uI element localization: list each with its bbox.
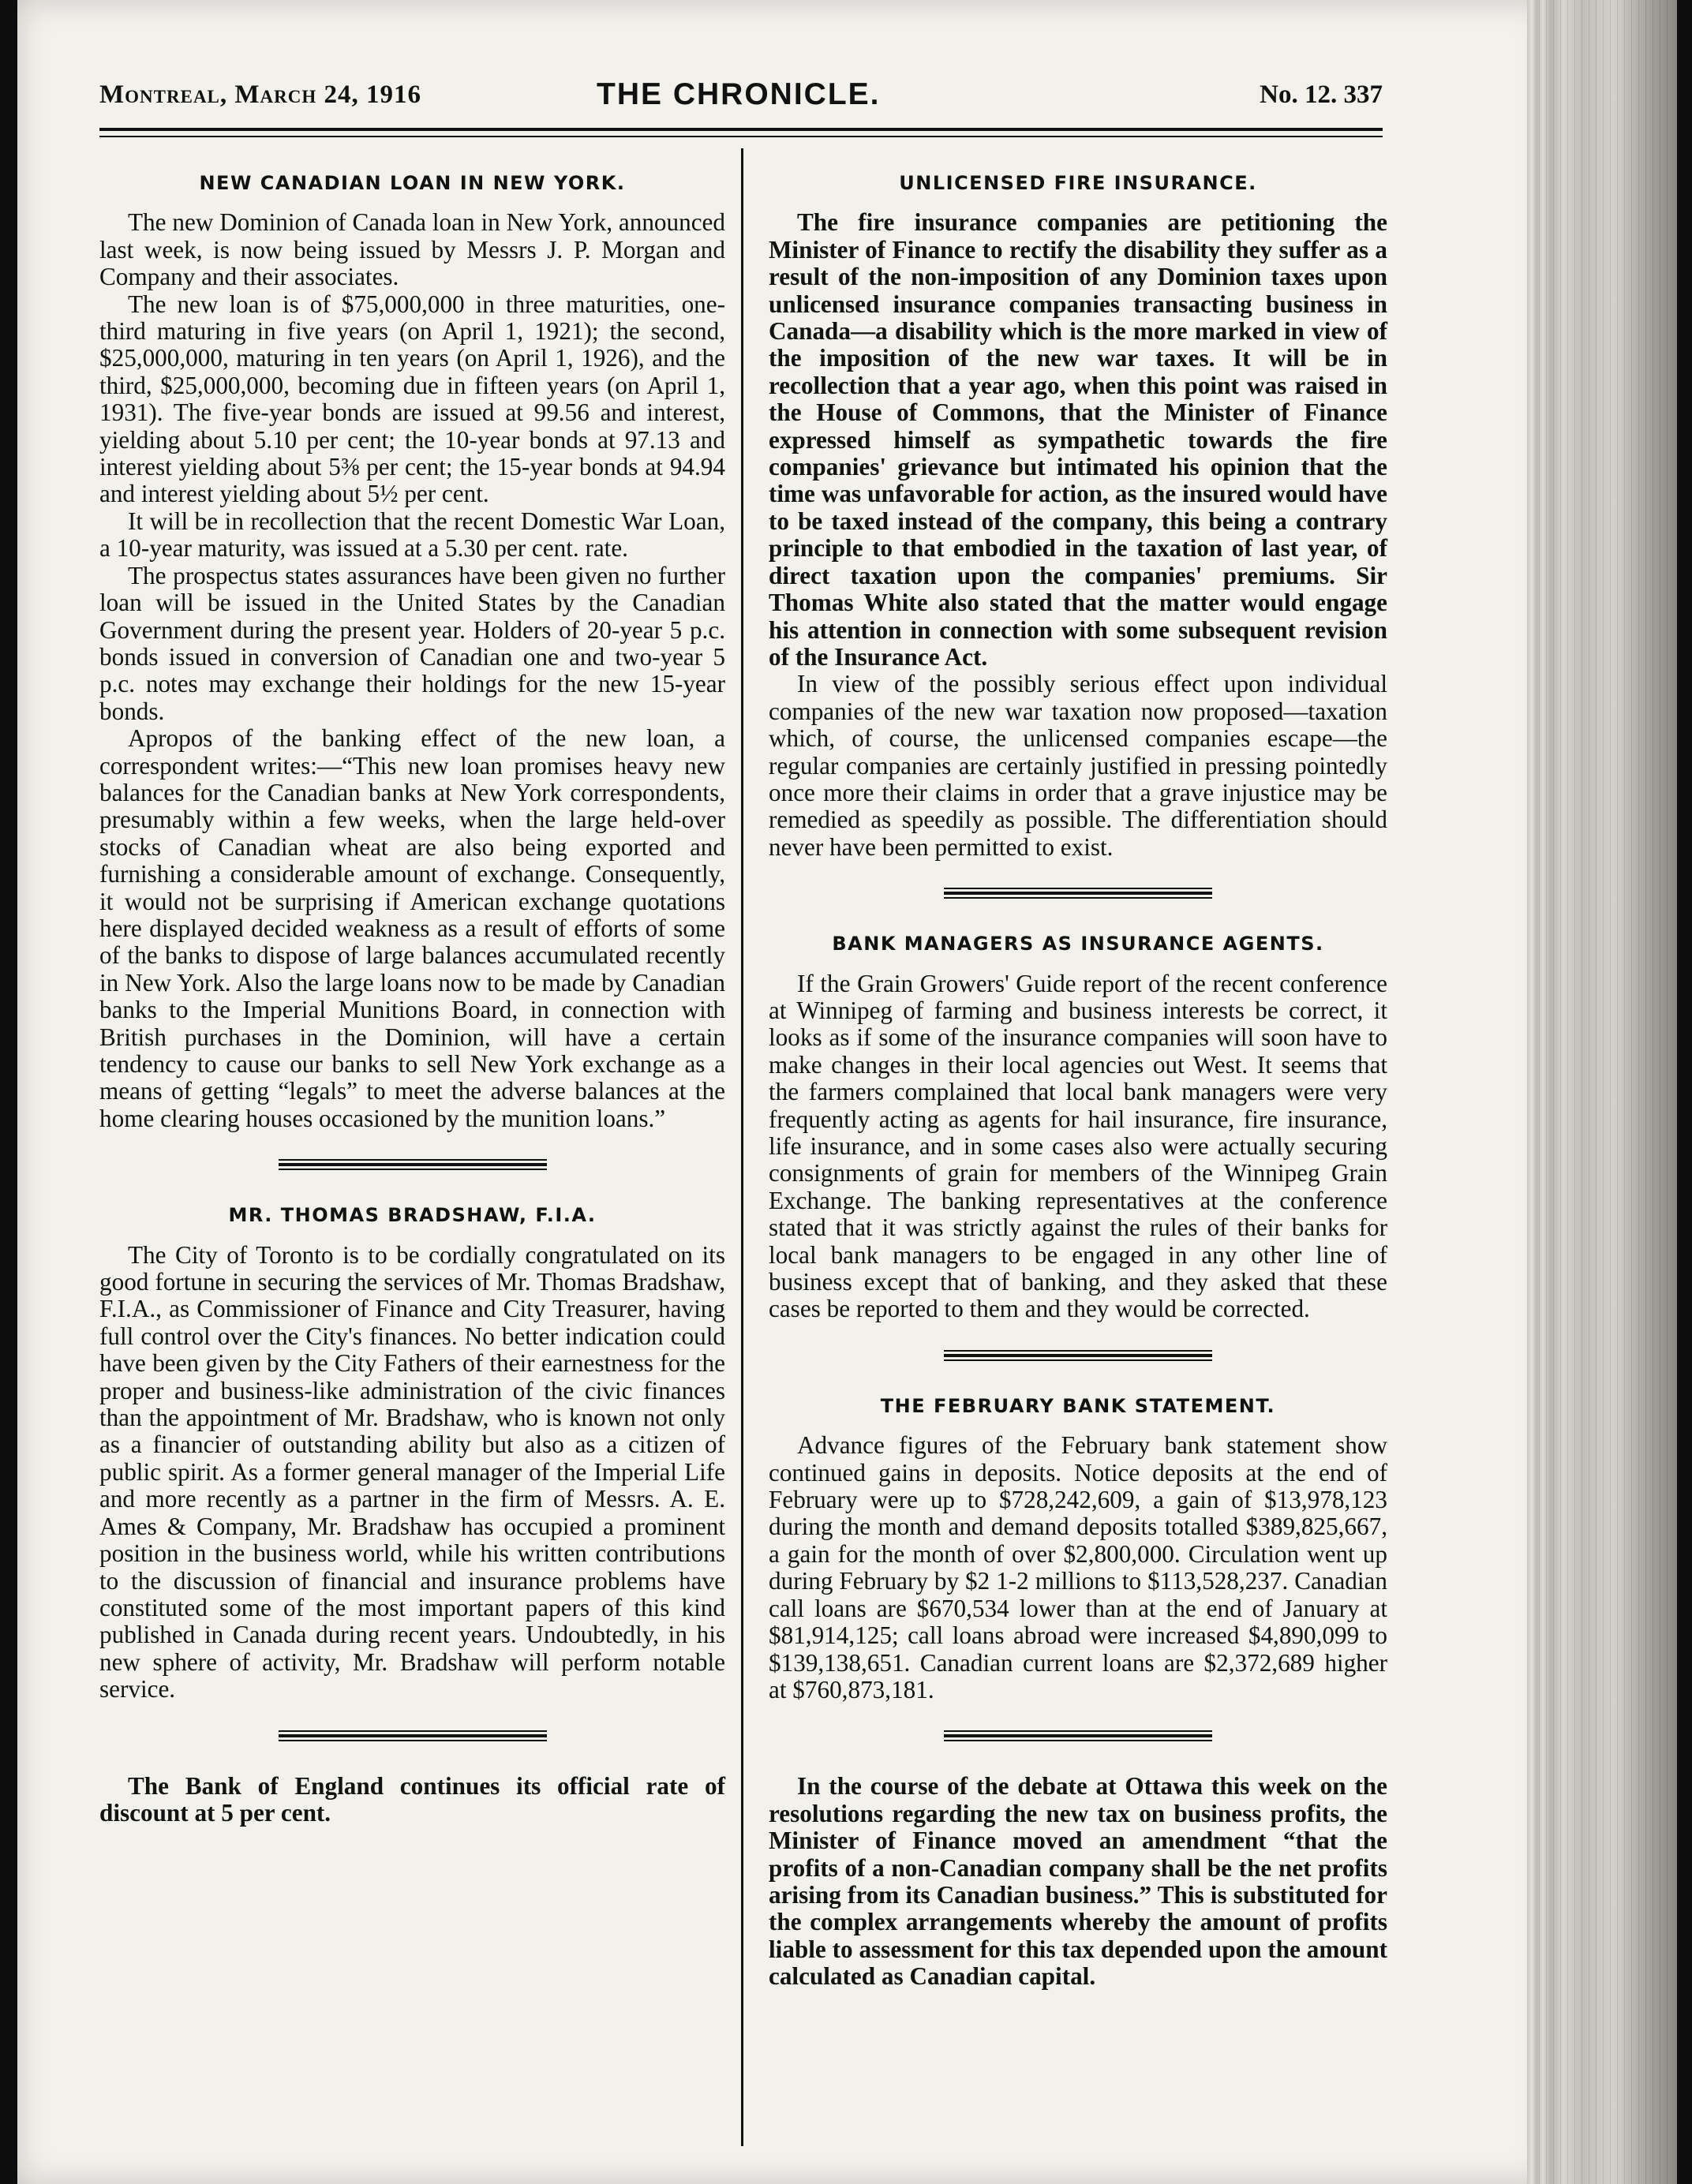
article-paragraph: In view of the possibly serious effect upon individual companies of the new war taxation now proposed—taxation which, of course, the unlicensed companies escape—the regular companies are certainly justified in pressing pointedly once more their claims in order that a grave injustice may be remedied as speedily as possible. The differentiation should never have been permitted to exist. [769, 670, 1387, 861]
article-paragraph: The fire insurance companies are petitioning the Minister of Finance to rectify the disability they suffer as a result of the non-imposition of any Dominion taxes upon unlicensed insurance companies transacting business in Canada—a disability which is the more marked in view of the imposition of the new war taxes. It will be in recollection that a year ago, when this point was raised in the House of Commons, that the Minister of Finance expressed himself as sympathetic towards the fire companies' grievance but intimated his opinion that the time was unfavorable for action, as the insured would have to be taxed instead of the company, this being a contrary principle to that embodied in the taxation of last year, of direct taxation upon the companies' premiums. Sir Thomas White also stated that the matter would engage his attention in connection with some subsequent revision of the Insurance Act. [769, 208, 1387, 671]
article-paragraph: Apropos of the banking effect of the new loan, a correspondent writes:—“This new loan promises heavy new balances for the Canadian banks at New York correspondents, presumably within a few weeks, when the large held-over stocks of Canadian wheat are also being exported and furnishing a considerable amount of exchange. Consequently, it would not be surprising if American exchange quotations here displayed decided weakness as a result of efforts of some of the banks to dispose of large balances accumulated recently in New York. Also the large loans now to be made by Canadian banks to the Imperial Munitions Board, in connection with British purchases in the Dominion, will have a certain tendency to cause our banks to sell New York exchange as a means of getting “legals” to meet the adverse balances at the home clearing houses occasioned by the munition loans.” [99, 724, 725, 1132]
section-separator [944, 1730, 1212, 1741]
bank-of-england-note: The Bank of England continues its official rate of discount at 5 per cent. [99, 1771, 725, 1827]
section-separator [279, 1730, 547, 1741]
page-header [99, 77, 1383, 128]
article-paragraph: If the Grain Growers' Guide report of the recent conference at Winnipeg of farming and business interests be correct, it looks as if some of the insurance companies will soon have to make changes in their local agencies out West. It seems that the farmers complained that local bank managers were very frequently acting as agents for hail insurance, fire insurance, life insurance, and in some cases also were actually securing consignments of grain for members of the Winnipeg Grain Exchange. The banking representatives at the conference stated that it was strictly against the rules of their banks for local bank managers to be engaged in any other line of business except that of banking, and they asked that these cases be reported to them and they would be corrected. [769, 969, 1387, 1323]
ottawa-debate-note: In the course of the debate at Ottawa this week on the resolutions regarding the new tax on business profits, the Minister of Finance moved an amendment “that the profits of a non-Canadian company shall be the net profits arising from its Canadian business.” This is substituted for the complex arrangements whereby the amount of profits liable to assessment for this tax depended upon the amount calculated as Canadian capital. [769, 1772, 1387, 1991]
header-rule-thin [99, 136, 1383, 137]
header-masthead: THE CHRONICLE. [597, 77, 881, 111]
header-rule-thick [99, 128, 1383, 131]
page-edge-lines [1539, 0, 1673, 2184]
article-paragraph: The City of Toronto is to be cordially congratulated on its good fortune in securing the services of Mr. Thomas Bradshaw, F.I.A., as Commissioner of Finance and City Treasurer, having full control over the City's finances. No better indication could have been given by the City Fathers of their earnestness for the proper and business-like administration of the civic finances than the appointment of Mr. Bradshaw, who is known not only as a financier of outstanding ability but also as a citizen of public spirit. As a former general manager of the Imperial Life and more recently as a partner in the firm of Messrs. A. E. Ames & Company, Mr. Bradshaw has occupied a prominent position in the business world, while his written contributions to the discussion of financial and insurance problems have constituted some of the most important papers of this kind published in Canada during recent years. Undoubtedly, in his new sphere of activity, Mr. Bradshaw will perform notable service. [99, 1240, 725, 1703]
right-column [769, 162, 1387, 1991]
header-dateline: Montreal, March 24, 1916 [99, 80, 422, 109]
article-paragraph: It will be in recollection that the recent Domestic War Loan, a 10-year maturity, was issued at a 5.30 per cent. rate. [99, 507, 725, 563]
section-separator [944, 1350, 1212, 1361]
left-column [99, 162, 725, 1827]
article-title-bradshaw: MR. THOMAS BRADSHAW, F.I.A. [228, 1204, 597, 1227]
newspaper-page [17, 0, 1548, 2184]
column-divider [741, 148, 743, 2146]
article-title-bank-managers: BANK MANAGERS AS INSURANCE AGENTS. [832, 933, 1324, 956]
article-title-unlicensed-insurance: UNLICENSED FIRE INSURANCE. [899, 172, 1257, 194]
article-paragraph: The new Dominion of Canada loan in New York, announced last week, is now being issued by Messrs J. P. Morgan and Company and their associates. [99, 208, 725, 291]
article-paragraph: The prospectus states assurances have been given no further loan will be issued in the United States by the Canadian Government during the present year. Holders of 20-year 5 p.c. bonds issued in conversion of Canadian one and two-year 5 p.c. notes may exchange their holdings for the new 15-year bonds. [99, 561, 725, 725]
section-separator [279, 1159, 547, 1170]
article-title-canadian-loan: NEW CANADIAN LOAN IN NEW YORK. [199, 172, 626, 194]
article-paragraph: The new loan is of $75,000,000 in three maturities, one-third maturing in five years (on April 1, 1921); the second, $25,000,000, maturing in ten years (on April 1, 1926), and the third, $25,000,000, becoming due in fifteen years (on April 1, 1931). The five-year bonds are issued at 99.56 and interest, yielding about 5.10 per cent; the 10-year bonds at 97.13 and interest yielding about 5⅜ per cent; the 15-year bonds at 94.94 and interest yielding about 5½ per cent. [99, 290, 725, 508]
header-issue-page: No. 12. 337 [1260, 80, 1383, 109]
article-title-february-statement: THE FEBRUARY BANK STATEMENT. [880, 1394, 1276, 1417]
section-separator [944, 888, 1212, 899]
article-paragraph: Advance figures of the February bank statement show continued gains in deposits. Notice deposits at the end of February were up to $728,242,609, a gain of $13,978,123 during the month and demand deposits totalled $389,825,667, a gain for the month of over $2,800,000. Circulation went up during February by $2 1-2 millions to $113,528,237. Canadian call loans are $670,534 lower than at the end of January at $81,914,125; call loans abroad were increased $4,890,099 to $139,138,651. Canadian current loans are $2,372,689 higher at $760,873,181. [769, 1431, 1387, 1703]
